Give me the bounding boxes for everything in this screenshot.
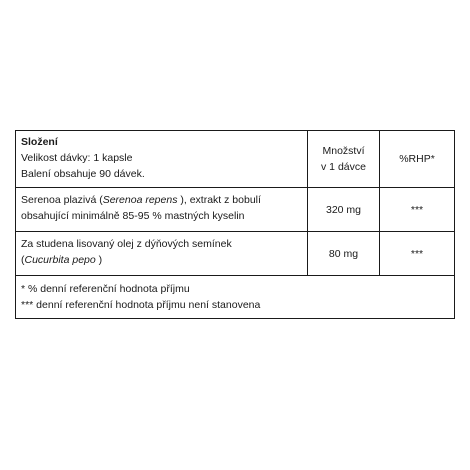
ingredient-name-text: ( <box>21 254 25 266</box>
footnotes-cell <box>16 276 455 319</box>
table-header-row <box>16 131 455 188</box>
ingredient-rhp: *** <box>380 188 455 232</box>
ingredient-name-text: ), extrakt z bobulí <box>177 194 261 206</box>
ingredient-name-line2: obsahující minimálně 85-95 % mastných kyselin <box>21 210 245 222</box>
ingredient-latin-name: Serenoa repens <box>102 194 178 206</box>
rhp-column-header <box>380 131 455 188</box>
footnotes-row <box>16 276 455 319</box>
ingredient-name-line1: Za studena lisovaný olej z dýňových semínek <box>21 238 232 250</box>
ingredient-amount: 320 mg <box>308 188 380 232</box>
amount-label-line2: v 1 dávce <box>321 161 366 173</box>
ingredient-name-text: ) <box>95 254 103 266</box>
ingredient-name-cell <box>16 232 308 276</box>
ingredient-name-line2 <box>21 252 302 268</box>
rhp-label: %RHP* <box>399 153 435 165</box>
header-info-cell <box>16 131 308 188</box>
ingredient-rhp: *** <box>380 232 455 276</box>
amount-label-line1: Množství <box>322 145 365 157</box>
table-row <box>16 232 455 276</box>
footnote-rhp-not-set: *** denní referenční hodnota příjmu není stanovena <box>21 299 261 311</box>
ingredient-name-text: Serenoa plazivá ( <box>21 194 103 206</box>
package-contents: Balení obsahuje 90 dávek. <box>21 168 145 180</box>
table-title: Složení <box>21 136 58 148</box>
serving-size: Velikost dávky: 1 kapsle <box>21 152 133 164</box>
supplement-facts-label <box>15 130 454 319</box>
ingredient-amount: 80 mg <box>308 232 380 276</box>
table-row <box>16 188 455 232</box>
composition-table <box>15 130 455 319</box>
footnote-rhp: * % denní referenční hodnota příjmu <box>21 283 190 295</box>
amount-column-header <box>308 131 380 188</box>
ingredient-latin-name: Cucurbita pepo <box>24 254 96 266</box>
ingredient-name-line1 <box>21 192 302 208</box>
ingredient-name-cell <box>16 188 308 232</box>
